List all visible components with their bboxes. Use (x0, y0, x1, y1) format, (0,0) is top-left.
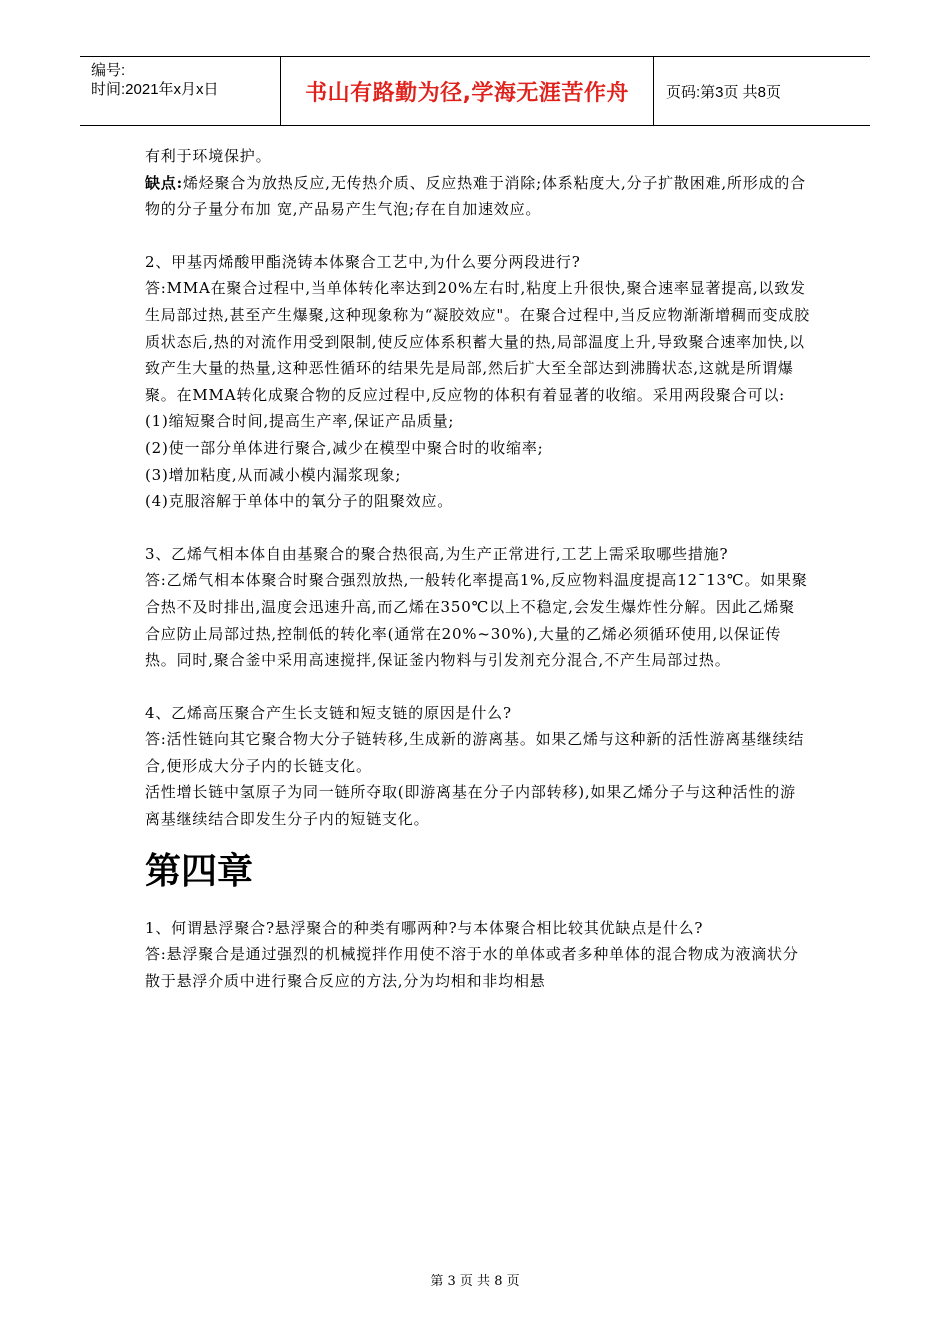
page-header (80, 56, 870, 126)
answer-2-item: (3)增加粘度,从而减小模内漏浆现象; (145, 465, 402, 484)
answer-1-ch4: 答:悬浮聚合是通过强烈的机械搅拌作用使不溶于水的单体或者多种单体的混合物成为液滴状分散于悬浮介质中进行聚合反应的方法,分为均相和非均相悬 (145, 945, 799, 990)
header-page-info: 页码:第3页 共8页 (666, 83, 782, 101)
chapter-heading: 第四章 (145, 850, 254, 892)
header-motto: 书山有路勤为径,学海无涯苦作舟 (305, 80, 629, 106)
question-2: 2、甲基丙烯酸甲酯浇铸本体聚合工艺中,为什么要分两段进行? (145, 252, 581, 271)
answer-4-part-1: 答:活性链向其它聚合物大分子链转移,生成新的游离基。如果乙烯与这种新的活性游离基继续结合,便形成大分子内的长链支化。 (145, 730, 805, 775)
paragraph-disadvantages (145, 170, 810, 223)
disadvantages-text: 烯烃聚合为放热反应,无传热介质、反应热难于消除;体系粘度大,分子扩散困难,所形成的合物的分子量分布加 宽,产品易产生气泡;存在自加速效应。 (145, 173, 806, 219)
answer-4-part-2: 活性增长链中氢原子为同一链所夺取(即游离基在分子内部转移),如果乙烯分子与这种活性的游离基继续结合即发生分子内的短链支化。 (145, 783, 796, 829)
paragraph: 有利于环境保护。 (145, 147, 272, 165)
answer-2-item: (4)克服溶解于单体中的氧分子的阻聚效应。 (145, 492, 454, 511)
answer-2-item: (2)使一部分单体进行聚合,减少在模型中聚合时的收缩率; (145, 438, 544, 457)
answer-2-item: (1)缩短聚合时间,提高生产率,保证产品质量; (145, 412, 455, 431)
page-footer: 第 3 页 共 8 页 (430, 1274, 520, 1289)
answer-3: 答:乙烯气相本体聚合时聚合强烈放热,一般转化率提高1%,反应物料温度提高12¯13℃。如果聚合热不及时排出,温度会迅速升高,而乙烯在350℃以上不稳定,会发生爆炸性分解。因此乙烯聚合应防止局部过热,控制低的转化率(通常在20%~30%),大量的乙烯必须循环使用,以保证传热。同时,聚合釜中采用高速搅拌,保证釜内物料与引发剂充分混合,不产生局部过热。 (145, 571, 808, 670)
question-1-ch4: 1、何谓悬浮聚合?悬浮聚合的种类有哪两种?与本体聚合相比较其优缺点是什么? (145, 918, 704, 937)
header-meta (80, 57, 281, 125)
doc-number-label: 编号: (91, 62, 126, 79)
question-3: 3、乙烯气相本体自由基聚合的聚合热很高,为生产正常进行,工艺上需采取哪些措施? (145, 544, 729, 563)
answer-2: 答:MMA在聚合过程中,当单体转化率达到20%左右时,粘度上升很快,聚合速率显著提高,以致发生局部过热,甚至产生爆聚,这种现象称为“凝胶效应"。在聚合过程中,当反应物渐渐增稠而变成胶质状态后,热的对流作用受到限制,使反应体系积蓄大量的热,局部温度上升,导致聚合速率加快,以致产生大量的热量,这种恶性循环的结果先是局部,然后扩大至全部达到沸腾状态,这就是所谓爆聚。在MMA转化成聚合物的反应过程中,反应物的体积有着显著的收缩。采用两段聚合可以: (145, 279, 810, 404)
disadvantages-label: 缺点: (145, 173, 183, 192)
question-4: 4、乙烯高压聚合产生长支链和短支链的原因是什么? (145, 703, 512, 722)
document-body (145, 143, 810, 994)
doc-time-label: 时间:2021年x月x日 (91, 81, 219, 98)
header-motto-cell (281, 57, 654, 125)
